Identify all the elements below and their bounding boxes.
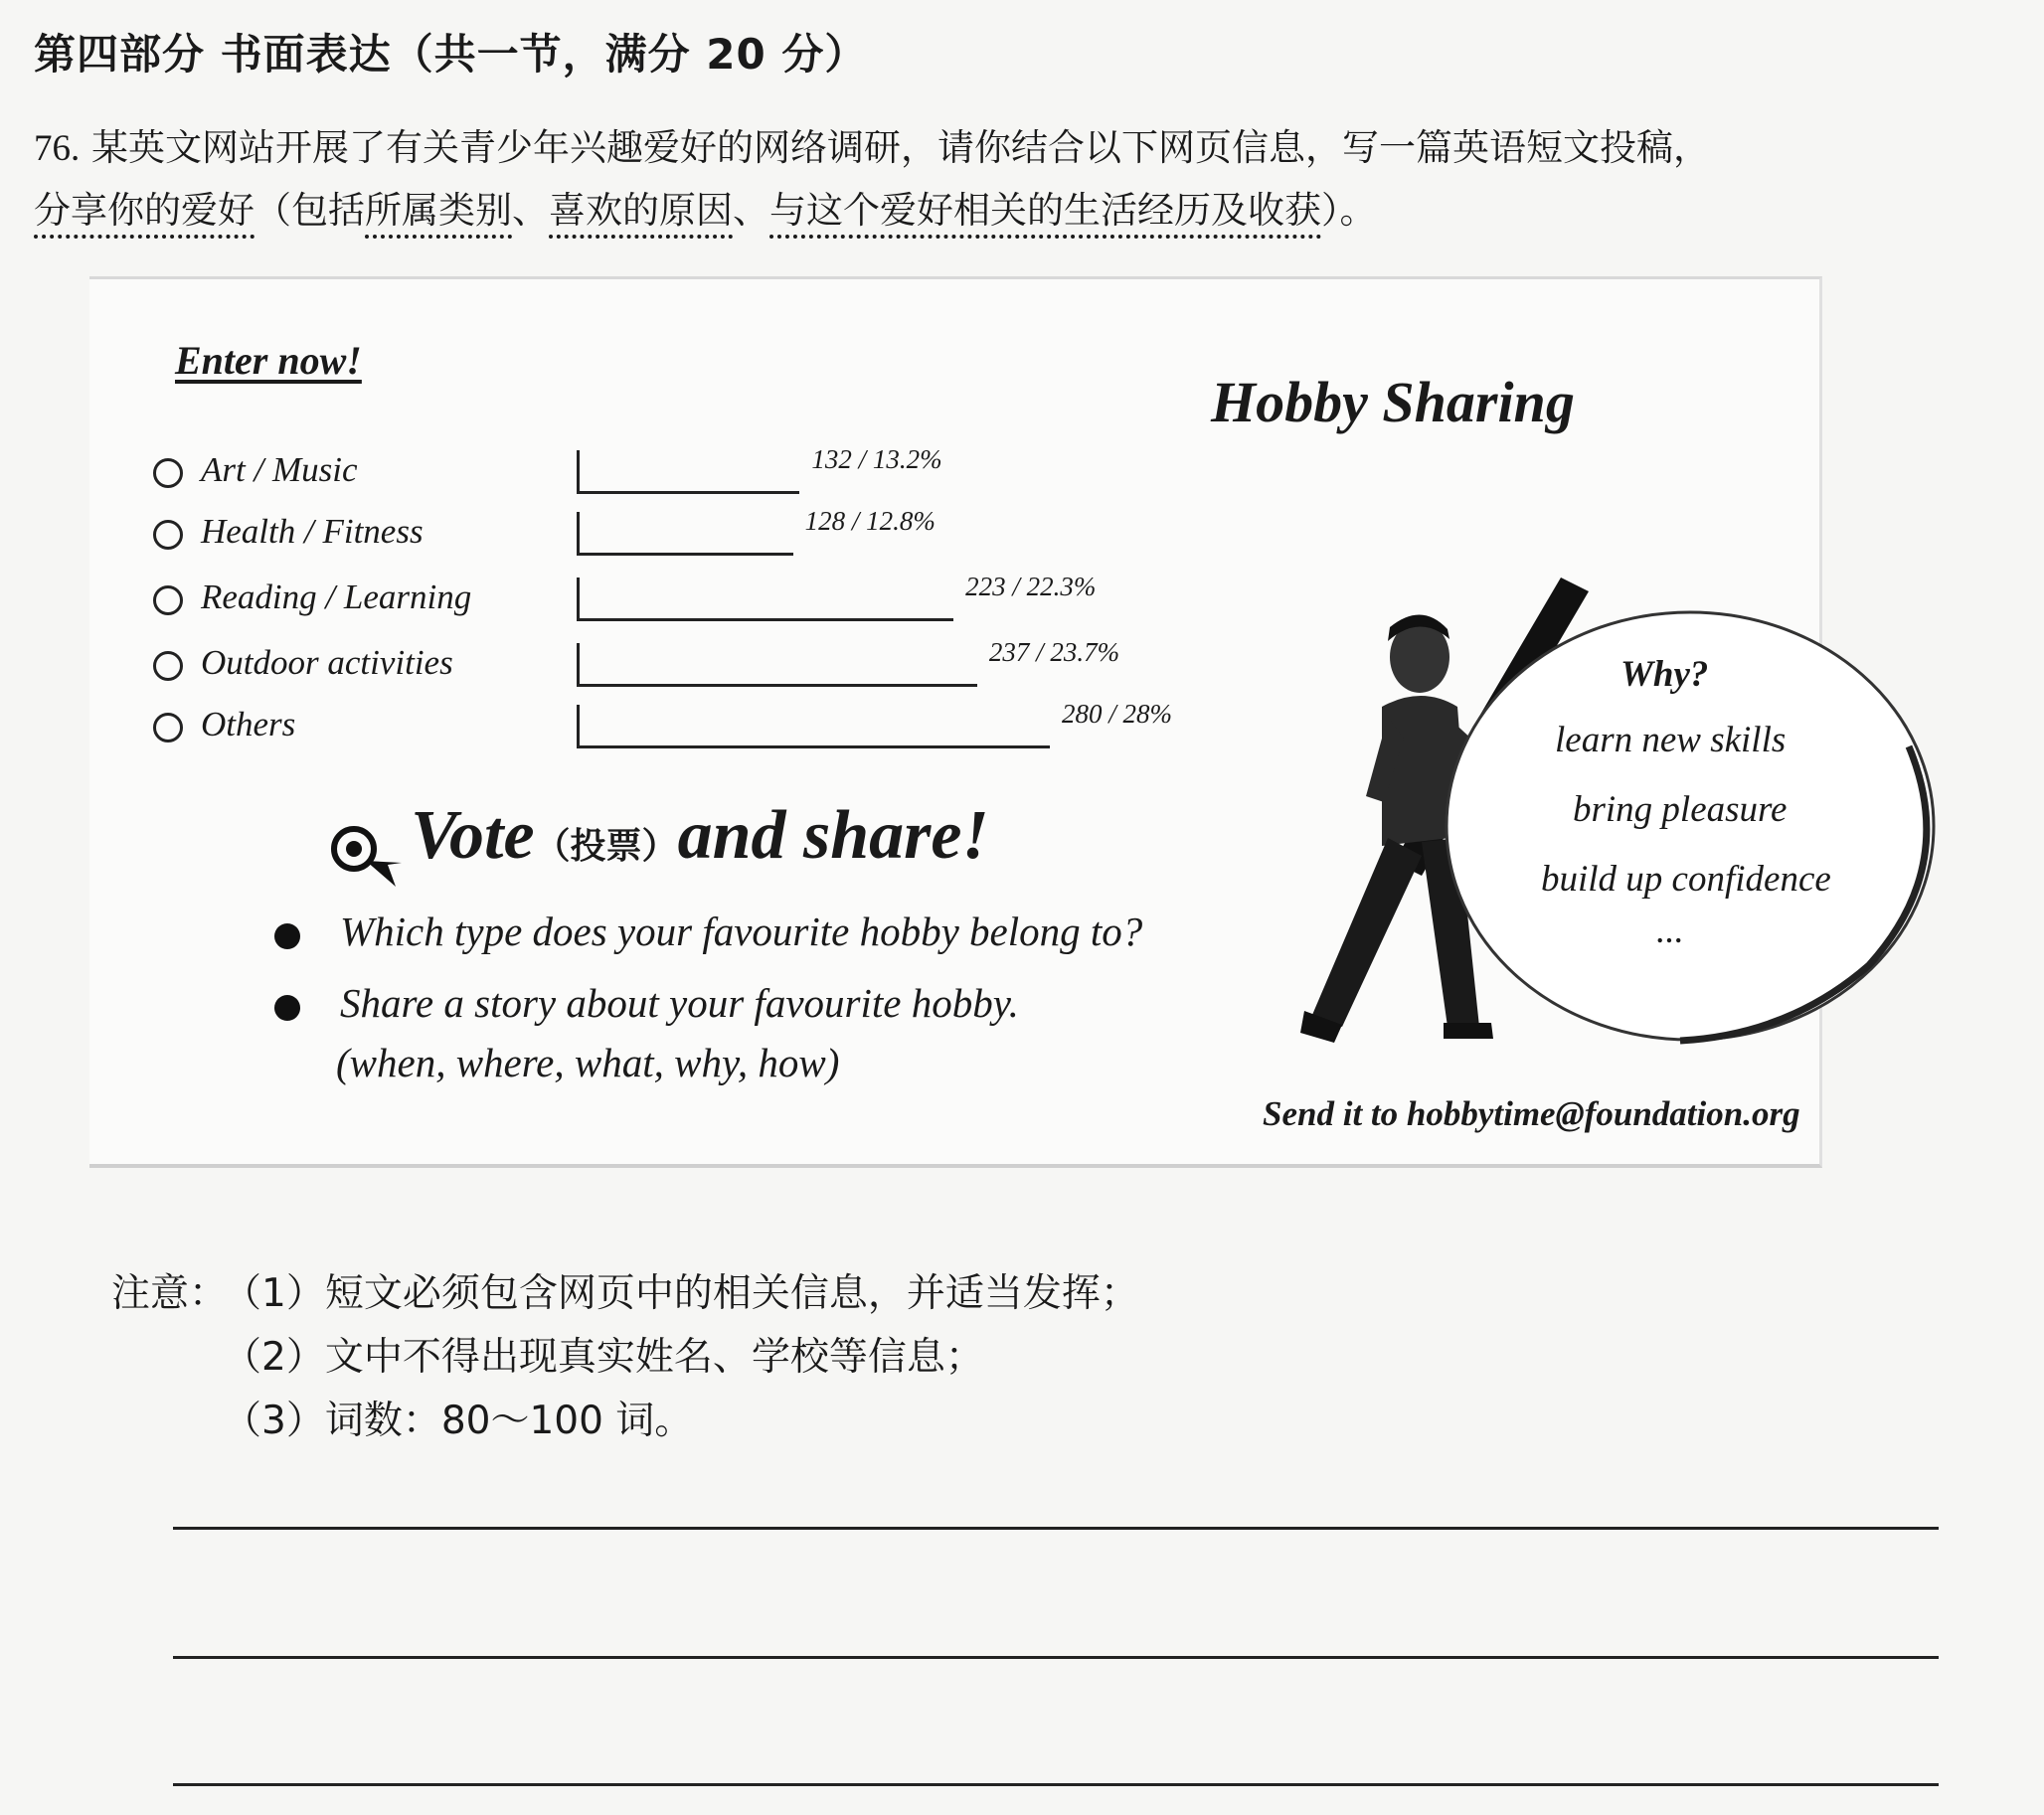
question-prompt — [34, 117, 2002, 242]
prompt-text-2: （包括 — [255, 189, 365, 232]
answer-line[interactable] — [173, 1656, 1939, 1659]
prompt-emphasis-experience: 与这个爱好相关的生活经历及收获 — [769, 189, 1321, 232]
vote-word: Vote — [411, 797, 535, 874]
why-item: bring pleasure — [1573, 789, 1788, 830]
note-item: （2）文中不得出现真实姓名、学校等信息； — [223, 1335, 984, 1380]
radio-button[interactable] — [153, 585, 183, 615]
poll-option-label: Health / Fitness — [201, 512, 424, 551]
poll-option[interactable] — [153, 572, 1147, 627]
magnifier-click-icon — [326, 819, 406, 889]
poll-option[interactable] — [153, 637, 1147, 693]
poll-bar — [577, 705, 1050, 748]
prompt-emphasis-reason: 喜欢的原因 — [549, 189, 733, 232]
why-item: learn new skills — [1555, 720, 1787, 760]
and-share-word: and share! — [677, 797, 989, 874]
send-email-text: Send it to hobbytime@foundation.org — [1263, 1094, 1800, 1133]
prompt-emphasis-category: 所属类别 — [365, 189, 512, 232]
poll-option-label: Art / Music — [201, 450, 358, 489]
vote-chinese: （投票） — [534, 826, 678, 867]
prompt-emphasis-share: 分享你的爱好 — [34, 189, 255, 232]
radio-button[interactable] — [153, 520, 183, 550]
poll-bar — [577, 450, 799, 494]
answer-line[interactable] — [173, 1783, 1939, 1786]
poll-bar-value: 128 / 12.8% — [804, 506, 936, 536]
poll-bar-value: 280 / 28% — [1062, 699, 1172, 729]
prompt-sep-2: 、 — [733, 189, 769, 232]
bullet-dot — [274, 923, 300, 949]
poll-option[interactable] — [153, 444, 1147, 500]
answer-line[interactable] — [173, 1527, 1939, 1530]
poll-bar — [577, 578, 953, 621]
poll-bar — [577, 512, 793, 556]
poll-option-label: Outdoor activities — [201, 643, 453, 682]
notes-label: 注意： — [111, 1271, 229, 1316]
radio-button[interactable] — [153, 713, 183, 742]
why-title: Why? — [1620, 654, 1709, 695]
note-item: （3）词数：80～100 词。 — [223, 1399, 694, 1443]
hobby-sharing-title: Hobby Sharing — [1211, 370, 1575, 434]
webpage-panel — [89, 276, 1831, 1168]
vote-and-share-heading — [326, 796, 989, 889]
poll-bar-value: 223 / 22.3% — [965, 572, 1097, 601]
bullet-text: Which type does your favourite hobby belong to? — [340, 908, 1143, 954]
poll-option-label: Others — [201, 705, 296, 743]
prompt-sep-1: 、 — [512, 189, 549, 232]
poll-option[interactable] — [153, 699, 1172, 754]
enter-now-link[interactable]: Enter now! — [175, 338, 362, 383]
radio-button[interactable] — [153, 458, 183, 488]
prompt-text: 某英文网站开展了有关青少年兴趣爱好的网络调研，请你结合以下网页信息，写一篇英语短文投稿， — [91, 126, 1711, 169]
question-number: 76. — [34, 128, 81, 169]
note-item: （1）短文必须包含网页中的相关信息，并适当发挥； — [223, 1271, 1139, 1316]
poll-bar-value: 132 / 13.2% — [811, 444, 942, 474]
bullet-subtext: (when, where, what, why, how) — [336, 1040, 840, 1085]
bullet-text: Share a story about your favourite hobby. — [340, 980, 1019, 1026]
section-title: 第四部分 书面表达（共一节，满分 20 分） — [34, 30, 868, 79]
bullet-dot — [274, 995, 300, 1021]
poll-bar-value: 237 / 23.7% — [988, 637, 1120, 667]
radio-button[interactable] — [153, 651, 183, 681]
why-item: ... — [1656, 910, 1684, 951]
why-circle — [1442, 607, 1959, 1055]
why-item: build up confidence — [1541, 859, 1831, 900]
poll-option[interactable] — [153, 506, 1147, 562]
poll-bar — [577, 643, 977, 687]
prompt-end: ）。 — [1321, 189, 1377, 232]
poll-option-label: Reading / Learning — [201, 578, 472, 616]
